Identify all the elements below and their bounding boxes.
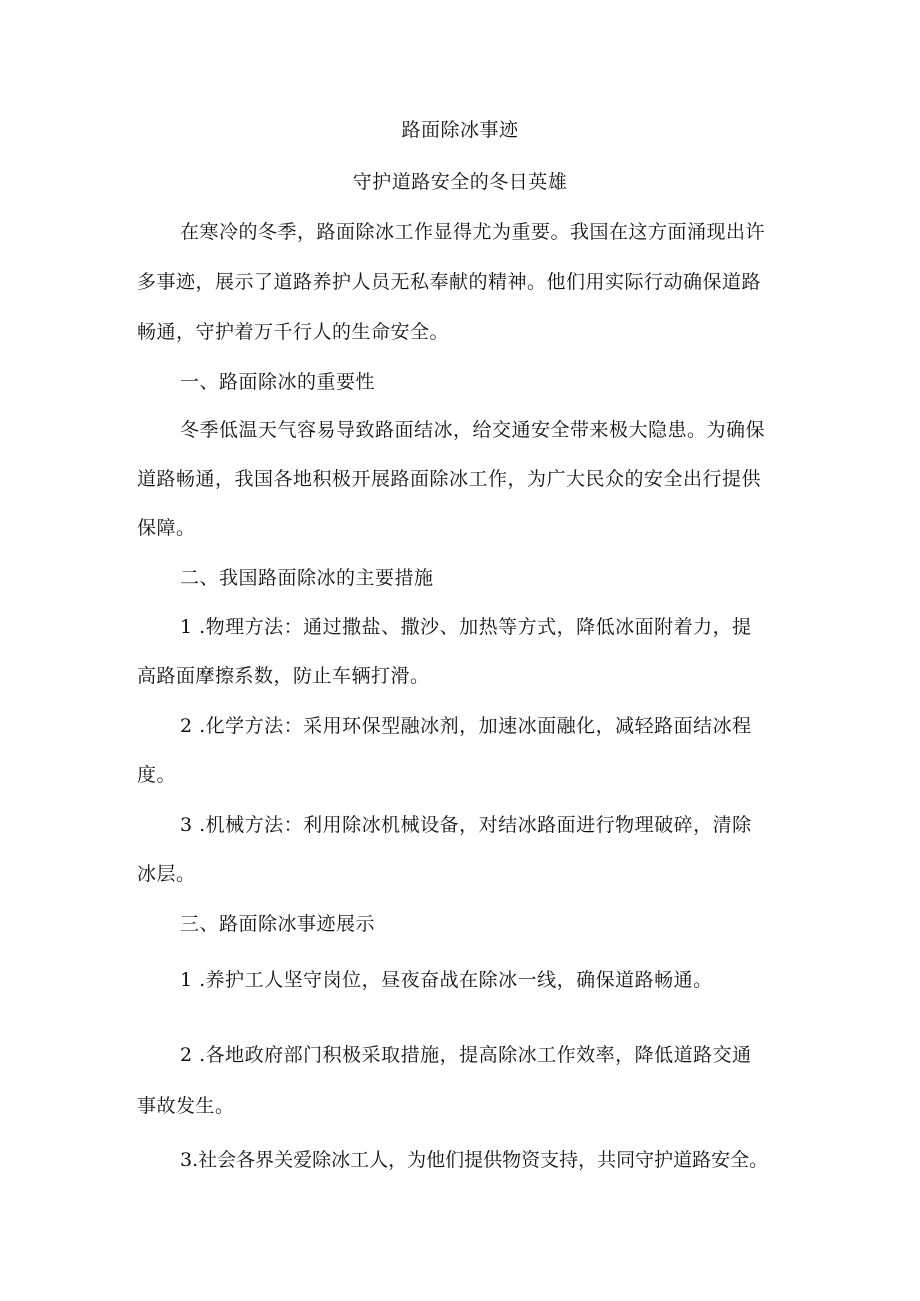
section2-item2-line-2: 度。	[137, 764, 177, 786]
document-title: 路面除冰事迹	[401, 119, 519, 141]
intro-line-2: 多事迹，展示了道路养护人员无私奉献的精神。他们用实际行动确保道路	[137, 271, 762, 293]
section2-item2-line-1: 2 .化学方法：采用环保型融冰剂，加速冰面融化，减轻路面结冰程	[180, 715, 752, 737]
section3-heading: 三、路面除冰事迹展示	[180, 913, 376, 935]
section2-item3-line-1: 3 .机械方法：利用除冰机械设备，对结冰路面进行物理破碎，清除	[180, 814, 752, 836]
document-subtitle: 守护道路安全的冬日英雄	[352, 171, 568, 193]
section3-item2-line-2: 事故发生。	[137, 1095, 235, 1117]
section2-item1-line-1: 1 .物理方法：通过撒盐、撒沙、加热等方式，降低冰面附着力，提	[180, 616, 752, 638]
section1-line-2: 道路畅通，我国各地积极开展路面除冰工作，为广大民众的安全出行提供	[137, 468, 762, 490]
section3-item3-line-1: 3.社会各界关爱除冰工人，为他们提供物资支持，共同守护道路安全。	[180, 1149, 769, 1171]
intro-line-1: 在寒冷的冬季，路面除冰工作显得尤为重要。我国在这方面涌现出许	[180, 221, 766, 243]
intro-line-3: 畅通，守护着万千行人的生命安全。	[137, 321, 450, 343]
section2-item1-line-2: 高路面摩擦系数，防止车辆打滑。	[137, 665, 430, 687]
section1-line-1: 冬季低温天气容易导致路面结冰，给交通安全带来极大隐患。为确保	[180, 419, 766, 441]
section1-heading: 一、路面除冰的重要性	[180, 371, 376, 393]
section2-heading: 二、我国路面除冰的主要措施	[180, 567, 434, 589]
section3-item1-line-1: 1 .养护工人坚守岗位，昼夜奋战在除冰一线，确保道路畅通。	[180, 969, 713, 991]
section1-line-3: 保障。	[137, 517, 196, 539]
section3-item2-line-1: 2 .各地政府部门积极采取措施，提高除冰工作效率，降低道路交通	[180, 1044, 752, 1066]
section2-item3-line-2: 冰层。	[137, 863, 196, 885]
